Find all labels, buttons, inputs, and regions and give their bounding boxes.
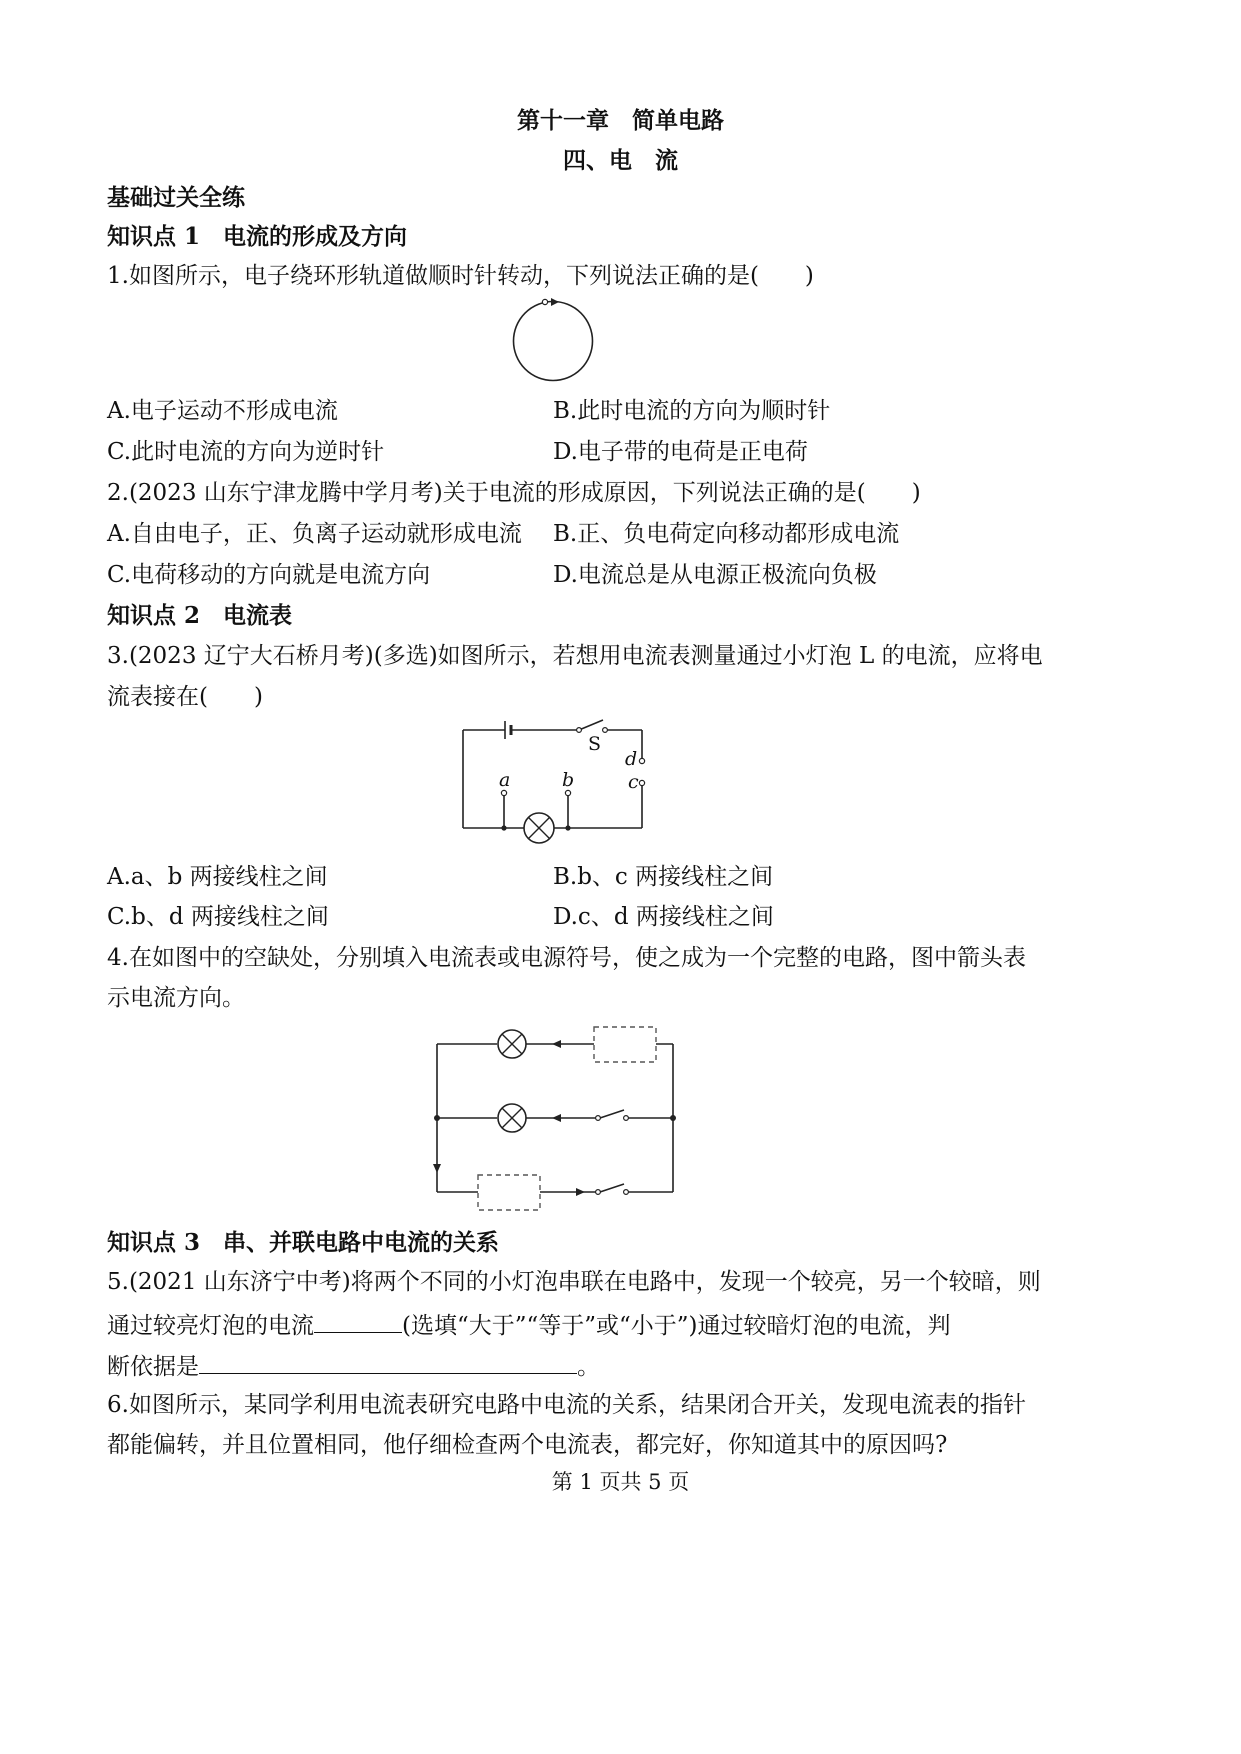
question-5-line-2	[107, 1308, 951, 1341]
question-5-line-3-prefix: 断依据是	[107, 1354, 199, 1380]
circular-orbit	[514, 302, 593, 381]
middle-current-arrow-icon	[552, 1114, 561, 1122]
section-title: 四、电 流	[563, 147, 678, 174]
terminal-c-label: c	[628, 771, 639, 793]
bottom-empty-slot	[478, 1175, 540, 1210]
knowledge-point-3-heading: 知识点 3 串、并联电路中电流的关系	[107, 1229, 500, 1256]
question-5-line-1: 5.(2021 山东济宁中考)将两个不同的小灯泡串联在电路中，发现一个较亮，另一个较暗，则	[107, 1269, 1041, 1295]
terminal-b	[565, 790, 570, 795]
terminal-d-label: d	[625, 748, 638, 770]
page-footer: 第 1 页共 5 页	[551, 1470, 690, 1494]
question-1-option-b[interactable]: B.此时电流的方向为顺时针	[553, 398, 831, 424]
bottom-switch-blade	[600, 1184, 624, 1192]
question-5-line-3	[107, 1349, 600, 1382]
top-empty-slot	[594, 1027, 656, 1062]
terminal-c	[639, 780, 644, 785]
question-2-option-a[interactable]: A.自由电子，正、负离子运动就形成电流	[107, 521, 522, 547]
switch-label: S	[588, 733, 602, 755]
question-1-option-c[interactable]: C.此时电流的方向为逆时针	[107, 439, 385, 465]
question-5-answer-blank-2[interactable]	[199, 1349, 577, 1374]
chapter-title: 第十一章 简单电路	[517, 107, 724, 134]
switch-s-blade	[579, 720, 603, 730]
terminal-d	[639, 758, 644, 763]
question-3-option-c[interactable]: C.b、d 两接线柱之间	[107, 904, 329, 930]
direction-arrow-icon	[551, 298, 559, 306]
question-1-stem: 1.如图所示，电子绕环形轨道做顺时针转动，下列说法正确的是( )	[107, 263, 814, 289]
question-3-circuit-figure	[455, 718, 665, 848]
top-current-arrow-icon	[552, 1040, 561, 1048]
question-2-option-b[interactable]: B.正、负电荷定向移动都形成电流	[553, 521, 900, 547]
question-2-stem: 2.(2023 山东宁津龙腾中学月考)关于电流的形成原因，下列说法正确的是( )	[107, 480, 921, 506]
question-4-stem-line-2: 示电流方向。	[107, 985, 245, 1011]
terminal-a	[501, 790, 506, 795]
knowledge-point-2-heading: 知识点 2 电流表	[107, 602, 293, 629]
practice-heading: 基础过关全练	[107, 184, 245, 211]
question-4-stem-line-1: 4.在如图中的空缺处，分别填入电流表或电源符号，使之成为一个完整的电路，图中箭头表	[107, 945, 1026, 971]
electron-ring-figure	[505, 295, 605, 390]
question-3-option-d[interactable]: D.c、d 两接线柱之间	[553, 904, 774, 930]
terminal-a-label: a	[499, 769, 511, 791]
question-5-line-3-suffix: 。	[577, 1354, 600, 1380]
question-3-option-b[interactable]: B.b、c 两接线柱之间	[553, 864, 774, 890]
question-3-stem-line-1: 3.(2023 辽宁大石桥月考)(多选)如图所示，若想用电流表测量通过小灯泡 L 的电流，应将电	[107, 643, 1043, 669]
question-5-answer-blank-1[interactable]	[314, 1308, 402, 1333]
question-5-line-2-prefix: 通过较亮灯泡的电流	[107, 1313, 314, 1339]
question-6-line-2: 都能偏转，并且位置相同，他仔细检查两个电流表，都完好，你知道其中的原因吗?	[107, 1432, 948, 1458]
question-5-line-2-suffix: (选填“大于”“等于”或“小于”)通过较暗灯泡的电流，判	[402, 1313, 951, 1339]
question-1-option-d[interactable]: D.电子带的电荷是正电荷	[553, 439, 808, 465]
terminal-b-label: b	[562, 769, 575, 791]
middle-switch-blade	[600, 1110, 624, 1118]
bottom-current-arrow-icon	[576, 1188, 585, 1196]
electron-dot	[542, 299, 547, 304]
knowledge-point-1-heading: 知识点 1 电流的形成及方向	[107, 223, 408, 250]
question-2-option-d[interactable]: D.电流总是从电源正极流向负极	[553, 562, 877, 588]
question-1-option-a[interactable]: A.电子运动不形成电流	[107, 398, 338, 424]
question-3-stem-line-2: 流表接在( )	[107, 684, 263, 710]
left-current-arrow-icon	[433, 1164, 441, 1173]
question-6-line-1: 6.如图所示，某同学利用电流表研究电路中电流的关系，结果闭合开关，发现电流表的指针	[107, 1392, 1026, 1418]
question-3-option-a[interactable]: A.a、b 两接线柱之间	[107, 864, 328, 890]
question-2-option-c[interactable]: C.电荷移动的方向就是电流方向	[107, 562, 431, 588]
question-4-circuit-figure	[430, 1020, 680, 1200]
